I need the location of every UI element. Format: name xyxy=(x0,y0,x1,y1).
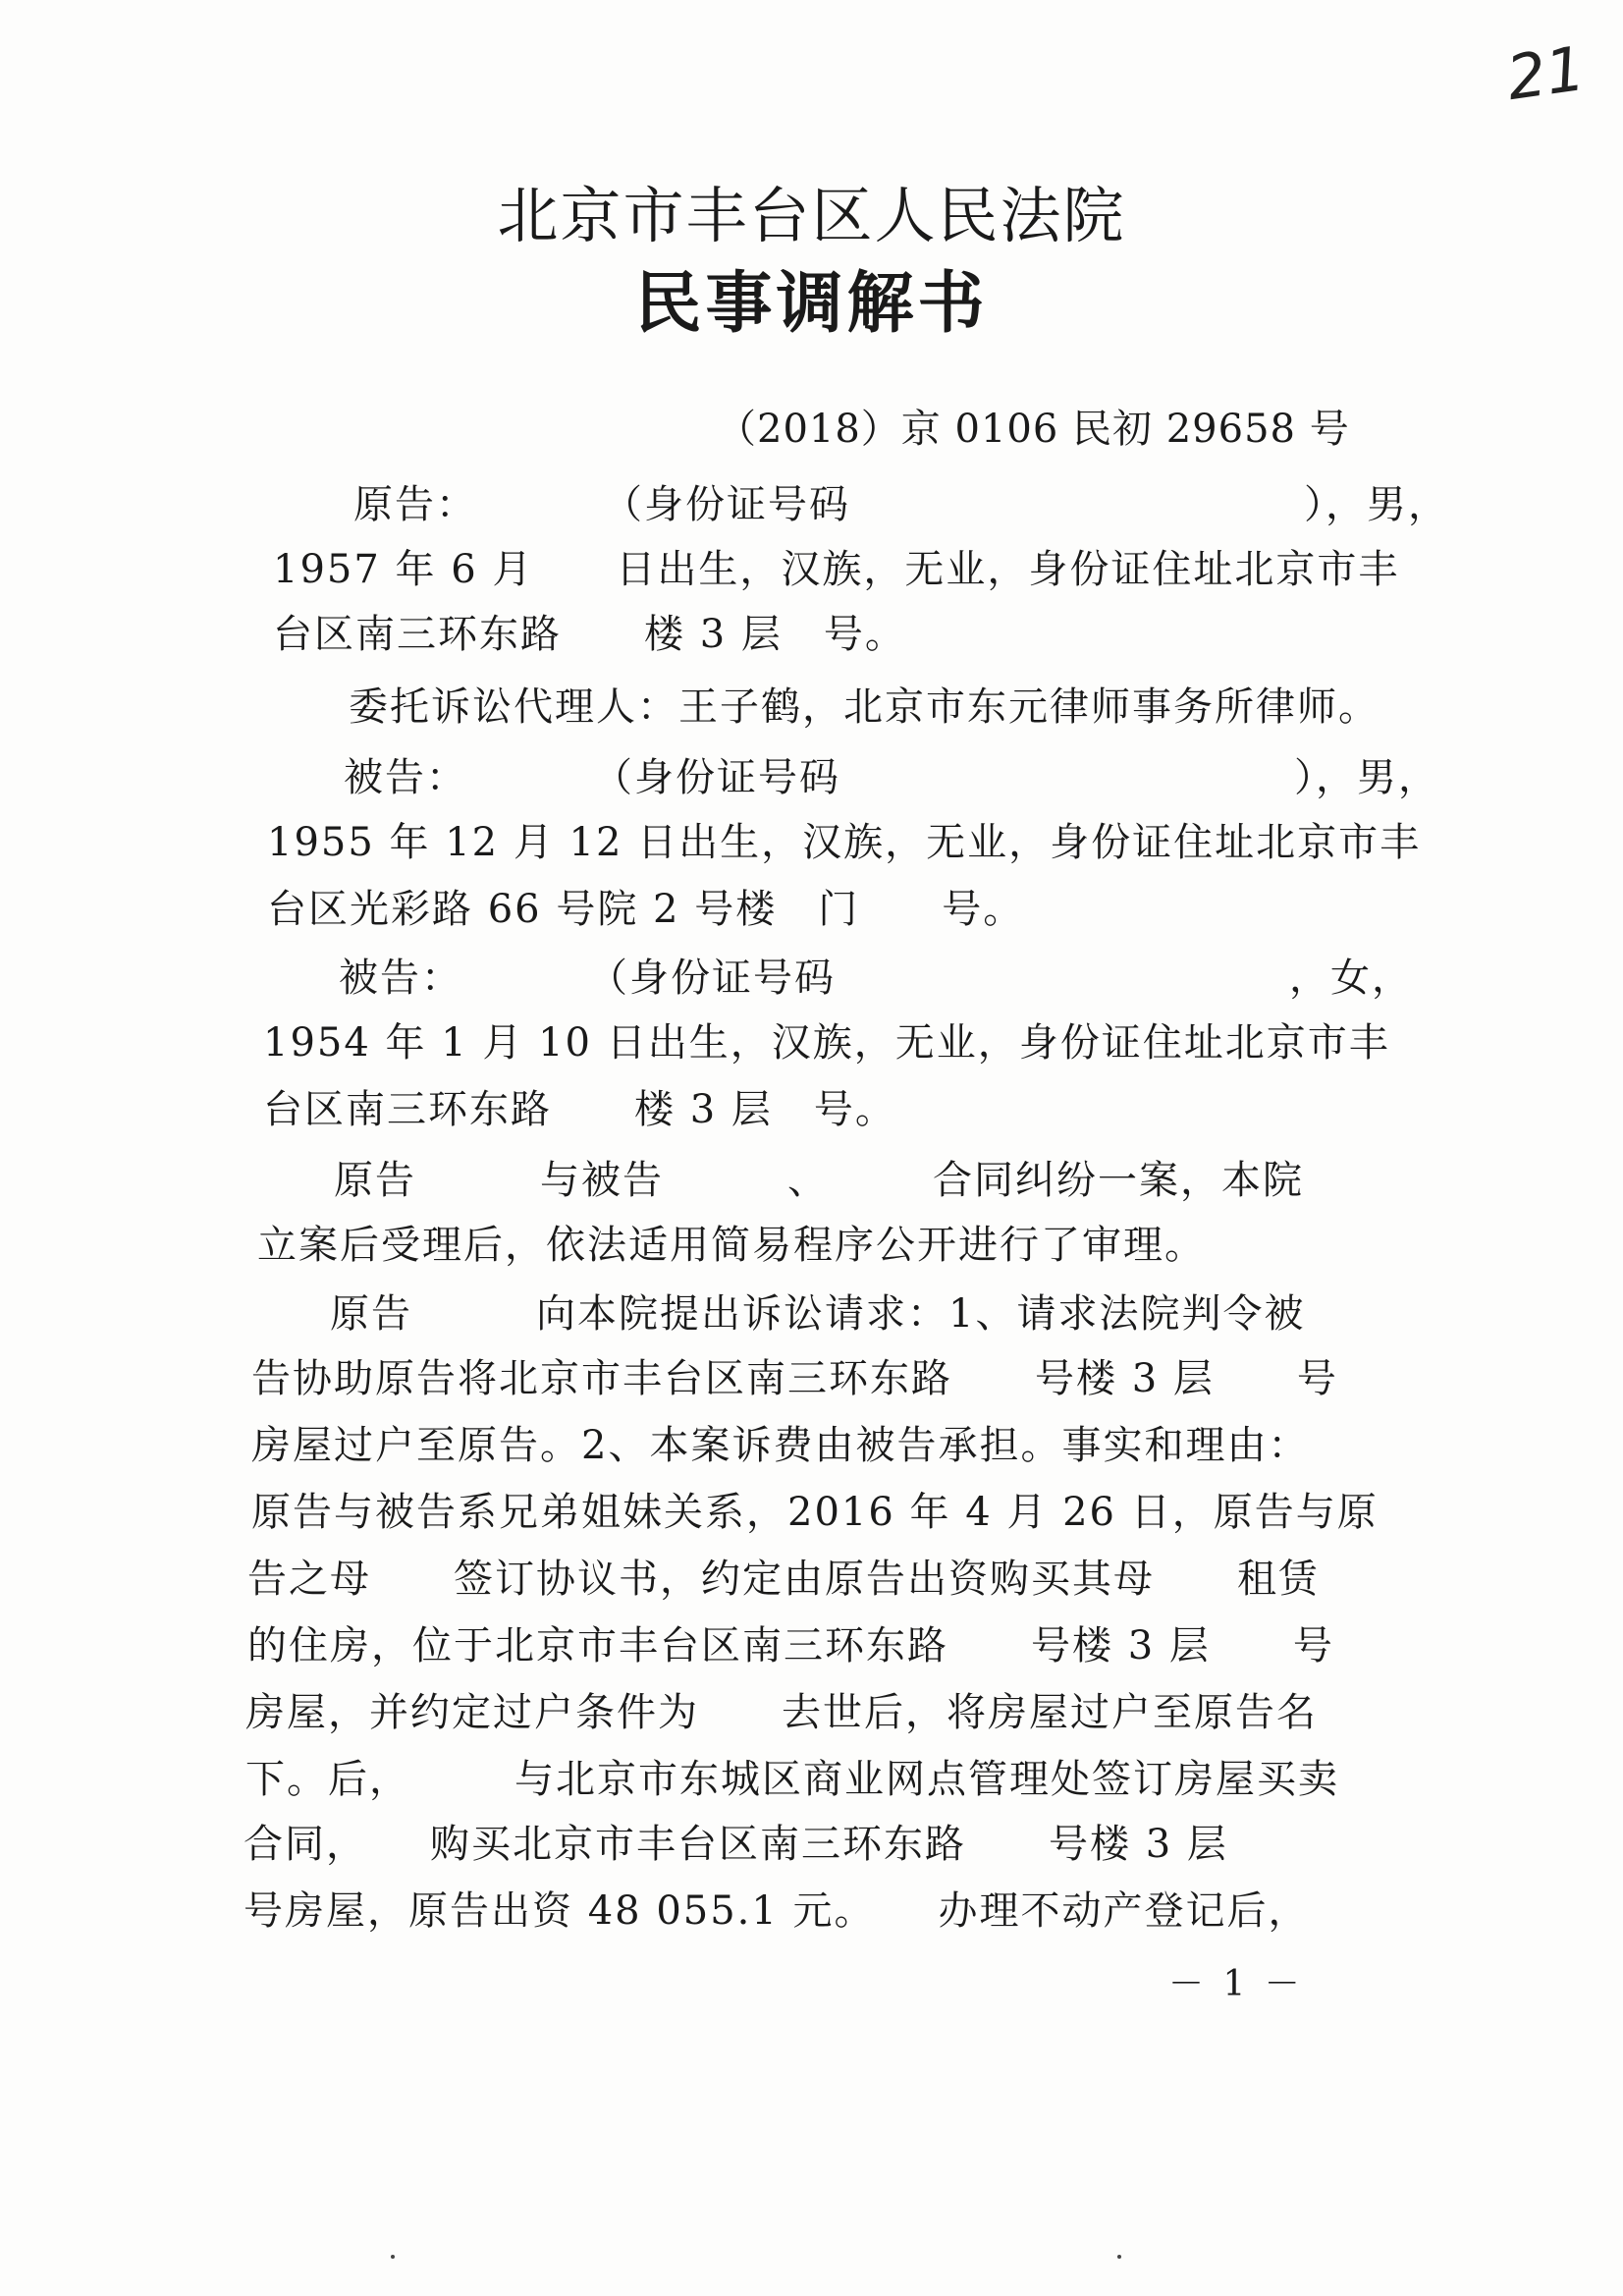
body-line: 原告 与被告 、 合同纠纷一案，本院 xyxy=(334,1158,1304,1203)
body-line: 1955 年 12 月 12 日出生，汉族，无业，身份证住址北京市丰 xyxy=(267,820,1422,865)
body-line: 1954 年 1 月 10 日出生，汉族，无业，身份证住址北京市丰 xyxy=(263,1020,1390,1066)
document-title: 民事调解书 xyxy=(634,265,989,343)
body-line: 告协助原告将北京市丰台区南三环东路 号楼 3 层 号 xyxy=(251,1356,1338,1401)
handwritten-page-mark: 21 xyxy=(1502,31,1590,115)
body-line: 1957 年 6 月 日出生，汉族，无业，身份证住址北京市丰 xyxy=(273,547,1400,592)
body-line: 房屋，并约定过户条件为 去世后，将房屋过户至原告名 xyxy=(245,1690,1318,1735)
body-line: 下。后， 与北京市东城区商业网点管理处签订房屋买卖 xyxy=(245,1757,1339,1802)
body-line: 告之母 签订协议书，约定由原告出资购买其母 租赁 xyxy=(247,1557,1320,1602)
body-line: 原告与被告系兄弟姐妹关系，2016 年 4 月 26 日，原告与原 xyxy=(251,1490,1379,1535)
page-number: － 1 － xyxy=(1168,1964,1304,2004)
body-line: 号房屋，原告出资 48 055.1 元。 办理不动产登记后， xyxy=(243,1888,1310,1934)
case-number: （2018）京 0106 民初 29658 号 xyxy=(717,407,1350,452)
body-line: 合同， 购买北京市丰台区南三环东路 号楼 3 层 xyxy=(243,1822,1228,1867)
body-line: 原告 向本院提出诉讼请求：1、请求法院判令被 xyxy=(330,1291,1306,1337)
body-line: 的住房，位于北京市丰台区南三环东路 号楼 3 层 号 xyxy=(247,1623,1334,1668)
punch-mark xyxy=(391,2255,395,2259)
body-line: 被告： （身份证号码 ），男， xyxy=(344,755,1439,800)
body-line: 台区光彩路 66 号院 2 号楼 门 号。 xyxy=(267,887,1025,932)
body-line: 委托诉讼代理人：王子鹤，北京市东元律师事务所律师。 xyxy=(349,684,1380,730)
body-line: 被告： （身份证号码 ，女， xyxy=(339,956,1413,1001)
body-line: 立案后受理后，依法适用简易程序公开进行了审理。 xyxy=(257,1223,1206,1268)
punch-mark xyxy=(1117,2255,1121,2259)
body-line: 房屋过户至原告。2、本案诉费由被告承担。事实和理由： xyxy=(251,1423,1310,1468)
body-line: 台区南三环东路 楼 3 层 号。 xyxy=(263,1087,896,1132)
body-line: 台区南三环东路 楼 3 层 号。 xyxy=(273,612,906,657)
court-name: 北京市丰台区人民法院 xyxy=(497,180,1126,251)
body-line: 原告： （身份证号码 ），男， xyxy=(353,482,1449,527)
